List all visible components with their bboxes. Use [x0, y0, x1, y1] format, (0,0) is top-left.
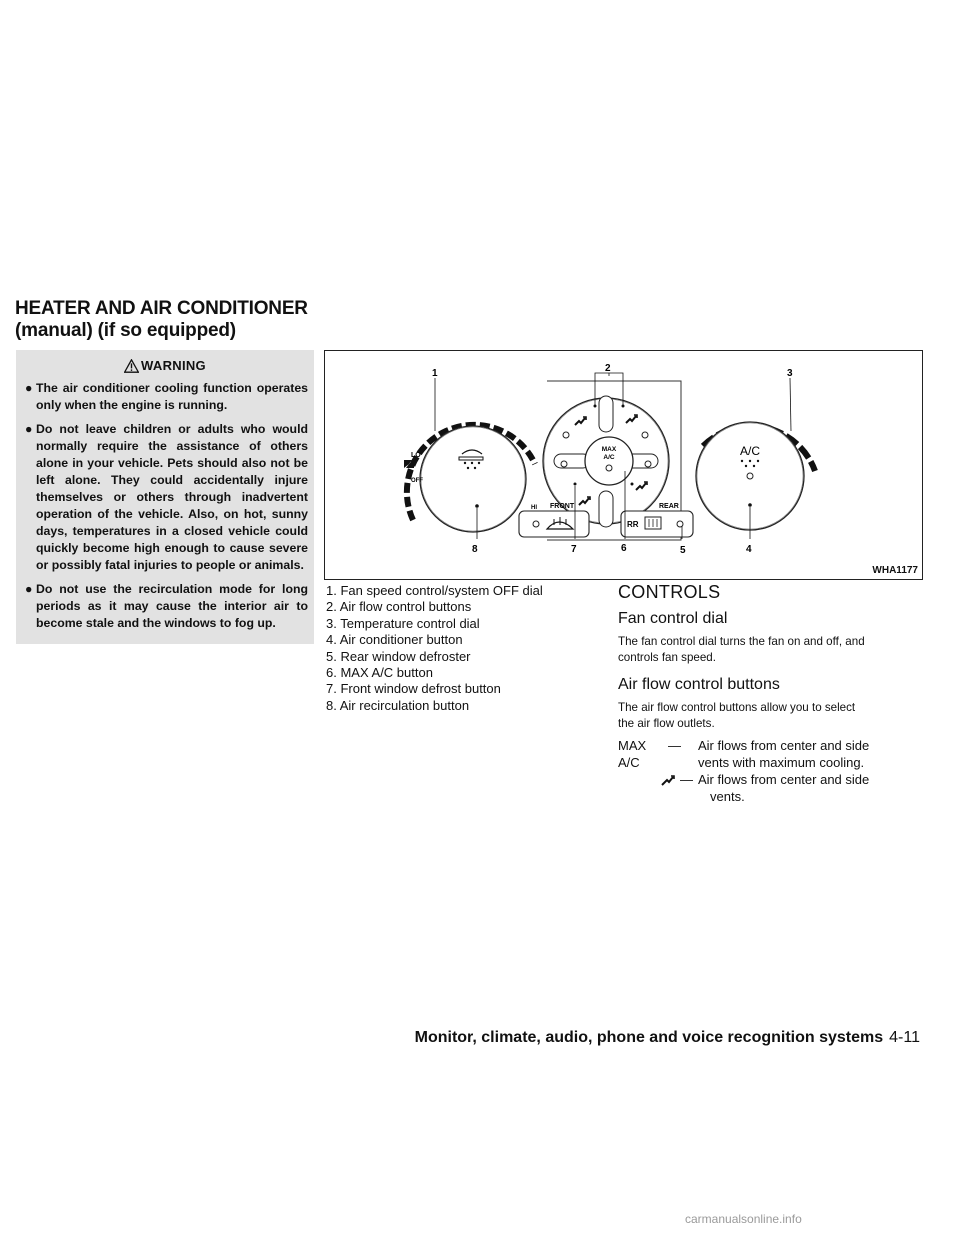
callout-2: 2: [605, 363, 611, 374]
callout-7: 7: [571, 544, 577, 555]
hi-label: HI: [531, 505, 537, 511]
page-number: 4-11: [889, 1029, 920, 1046]
warning-list: [16, 380, 314, 639]
callout-8: 8: [472, 544, 478, 555]
warning-item-text: Do not leave children or adults who would normally require the assistance of others alone in your vehicle. Pets should also not be left alone. They could accidentally injure themselves or others through inadvertent operation of the vehicle. Also, on hot, sunny days, temperatures in a closed vehicle could quickly become high enough to cause severe or possibly fatal injuries to people or animals.: [36, 422, 308, 572]
fan-icon: [404, 460, 414, 468]
fan-control-text: [618, 634, 918, 666]
warning-item: [16, 380, 314, 414]
description-line: vents with maximum cooling.: [698, 754, 865, 770]
warning-item-text: Do not use the recirculation mode for long periods as it may cause the interior air to become stale and the windows to fog up.: [36, 582, 308, 630]
figure-code: WHA1177: [872, 565, 918, 576]
ac-label-line: A/C: [618, 754, 640, 770]
callout-5: 5: [680, 545, 686, 556]
description-line: Air flows from center and side: [698, 738, 870, 753]
off-label: OFF: [411, 478, 423, 484]
bullet-icon: ●: [25, 582, 33, 596]
ac-small-label: A/C: [603, 454, 615, 461]
front-defrost-button[interactable]: [519, 511, 589, 537]
warning-item-text: The air conditioner cooling function operates only when the engine is running.: [36, 381, 308, 412]
warning-item: [16, 421, 314, 574]
page-footer: [415, 1029, 920, 1047]
legend-item: 2. Air flow control buttons: [326, 599, 472, 615]
fan-control-text-line: The fan control dial turns the fan on and off, and: [618, 635, 865, 648]
air-flow-heading: Air flow control buttons: [618, 676, 780, 693]
control-panel-diagram: [325, 351, 921, 578]
air-flow-text-line: The air flow control buttons allow you to select: [618, 701, 856, 714]
legend-item: 8. Air recirculation button: [326, 697, 470, 713]
legend-item: 4. Air conditioner button: [326, 632, 463, 648]
controls-heading: CONTROLS: [618, 582, 721, 602]
warning-item: [16, 581, 314, 632]
watermark: carmanualsonline.info: [685, 1212, 802, 1226]
section-title-line1: HEATER AND AIR CONDITIONER: [15, 298, 308, 319]
air-flow-text: [618, 700, 918, 732]
callout-1: 1: [432, 368, 438, 379]
fan-control-text-line: controls fan speed.: [618, 651, 716, 664]
max-label-line: MAX: [618, 738, 647, 753]
bullet-icon: ●: [25, 381, 33, 395]
max-ac-mode-description: [698, 738, 869, 771]
lo-label: LO: [411, 452, 421, 459]
section-title-line2: (manual) (if so equipped): [15, 320, 236, 341]
section-title: [15, 298, 308, 342]
figure-legend: [326, 583, 616, 714]
warning-heading: [16, 358, 314, 373]
legend-item: 1. Fan speed control/system OFF dial: [326, 583, 543, 598]
legend-item: 6. MAX A/C button: [326, 665, 433, 681]
max-ac-mode-label: [618, 738, 646, 771]
temperature-dial[interactable]: [696, 422, 815, 530]
dash: —: [668, 738, 681, 753]
callout-4: 4: [746, 544, 752, 555]
rear-label: REAR: [659, 503, 679, 510]
footer-section: Monitor, climate, audio, phone and voice recognition systems: [414, 1029, 884, 1046]
callout-3: 3: [787, 368, 793, 379]
ac-big-label: A/C: [739, 444, 761, 458]
rr-label: RR: [627, 520, 639, 529]
legend-item: 7. Front window defrost button: [326, 681, 501, 697]
max-ac-button[interactable]: [585, 437, 633, 485]
callout-6: 6: [621, 543, 627, 554]
max-label: MAX: [601, 446, 617, 453]
vent-mode-description: [698, 772, 869, 805]
fan-control-heading: Fan control dial: [618, 610, 728, 627]
air-flow-text-line: the air flow outlets.: [618, 717, 715, 730]
legend-item: 5. Rear window defroster: [326, 648, 471, 664]
legend-item: 3. Temperature control dial: [326, 615, 480, 631]
warning-title: WARNING: [141, 358, 206, 373]
bullet-icon: ●: [25, 422, 33, 436]
fan-dial[interactable]: [407, 425, 535, 532]
warning-triangle-icon: [124, 359, 139, 373]
description-line: Air flows from center and side: [698, 772, 870, 787]
dash: —: [680, 772, 693, 787]
control-panel-figure: [324, 350, 923, 580]
warning-box: [16, 350, 314, 644]
front-label: FRONT: [550, 503, 575, 510]
description-line: vents.: [710, 788, 745, 804]
vent-face-icon: [660, 774, 676, 788]
